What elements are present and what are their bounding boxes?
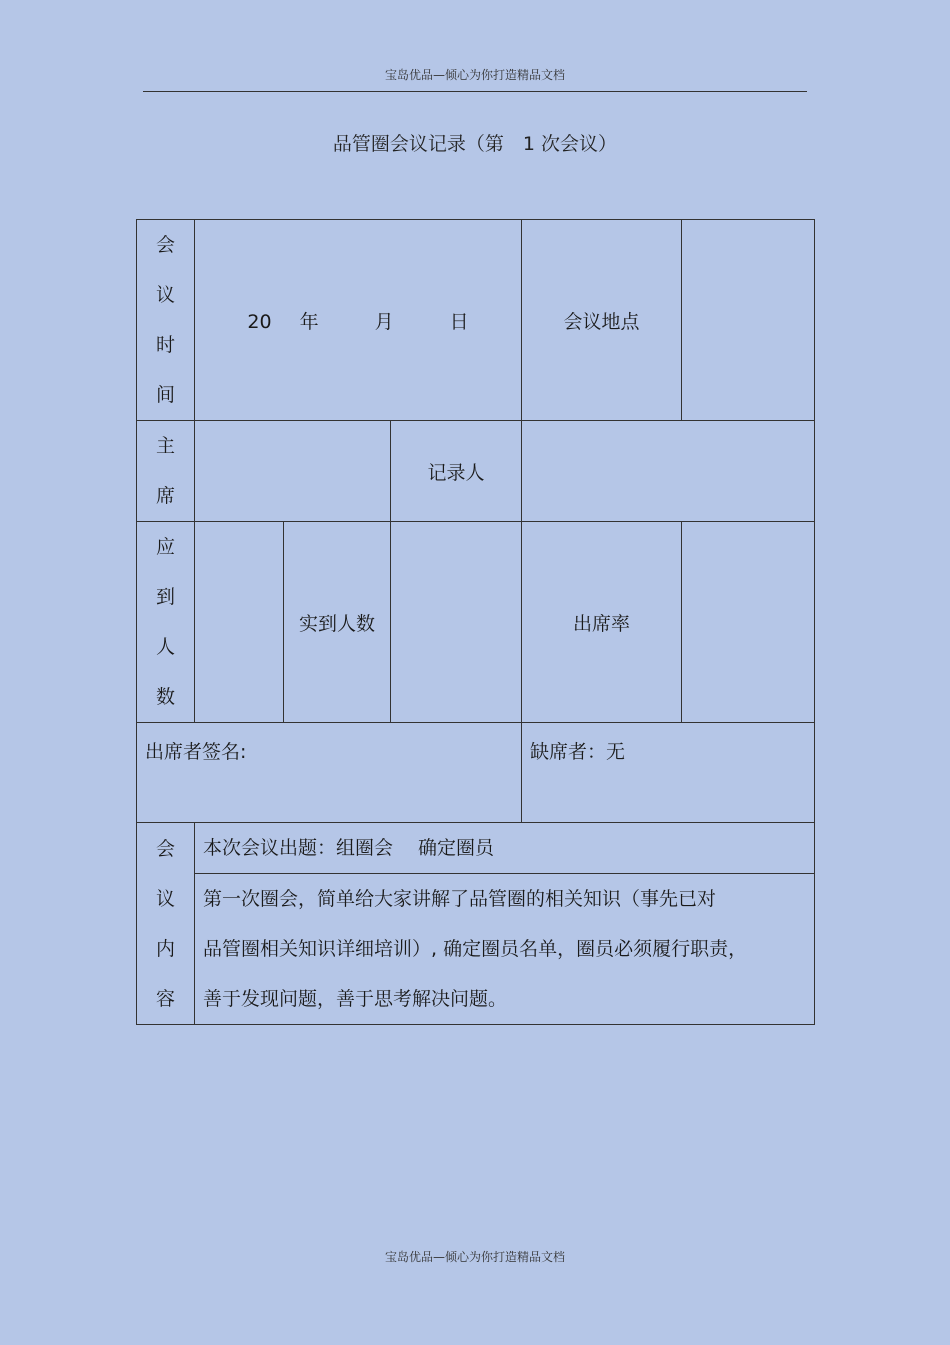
meeting-date-field: 20 年 月 日 [195, 220, 522, 421]
recorder-field [522, 421, 815, 522]
signature-row [137, 723, 815, 823]
meeting-content-label: 会 议 内 容 [137, 823, 195, 1025]
content-line: 善于发现问题，善于思考解决问题。 [203, 988, 508, 1010]
content-line: 第一次圈会，简单给大家讲解了品管圈的相关知识（事先已对 [203, 888, 717, 910]
attendance-row [137, 522, 815, 723]
attendance-rate-field [682, 522, 815, 723]
expected-count-label: 应 到 人 数 [137, 522, 195, 723]
recorder-label: 记录人 [391, 421, 522, 522]
header-divider [143, 91, 807, 92]
document-title: 品管圈会议记录（第 1 次会议） [332, 133, 618, 155]
content-line: 品管圈相关知识详细培训）, 确定圈员名单，圈员必须履行职责， [203, 938, 748, 960]
meeting-record-table [136, 219, 815, 1025]
absent-label: 缺席者：无 [522, 723, 815, 823]
signature-label: 出席者签名: [137, 723, 522, 823]
expected-count-field [195, 522, 284, 723]
actual-count-field [391, 522, 522, 723]
topic-row [137, 823, 815, 874]
meeting-topic: 本次会议出题：组圈会 确定圈员 [195, 823, 815, 874]
chair-label: 主 席 [137, 421, 195, 522]
location-label: 会议地点 [522, 220, 682, 421]
page-footer: 宝岛优品—倾心为你打造精品文档 [384, 1250, 565, 1264]
actual-count-label: 实到人数 [284, 522, 391, 723]
page-header: 宝岛优品—倾心为你打造精品文档 [384, 68, 565, 82]
meeting-content-body [195, 874, 815, 1025]
content-row [137, 874, 815, 1025]
location-field [682, 220, 815, 421]
attendance-rate-label: 出席率 [522, 522, 682, 723]
chair-row [137, 421, 815, 522]
chair-field [195, 421, 391, 522]
meeting-time-row [137, 220, 815, 421]
meeting-time-label: 会 议 时 间 [137, 220, 195, 421]
